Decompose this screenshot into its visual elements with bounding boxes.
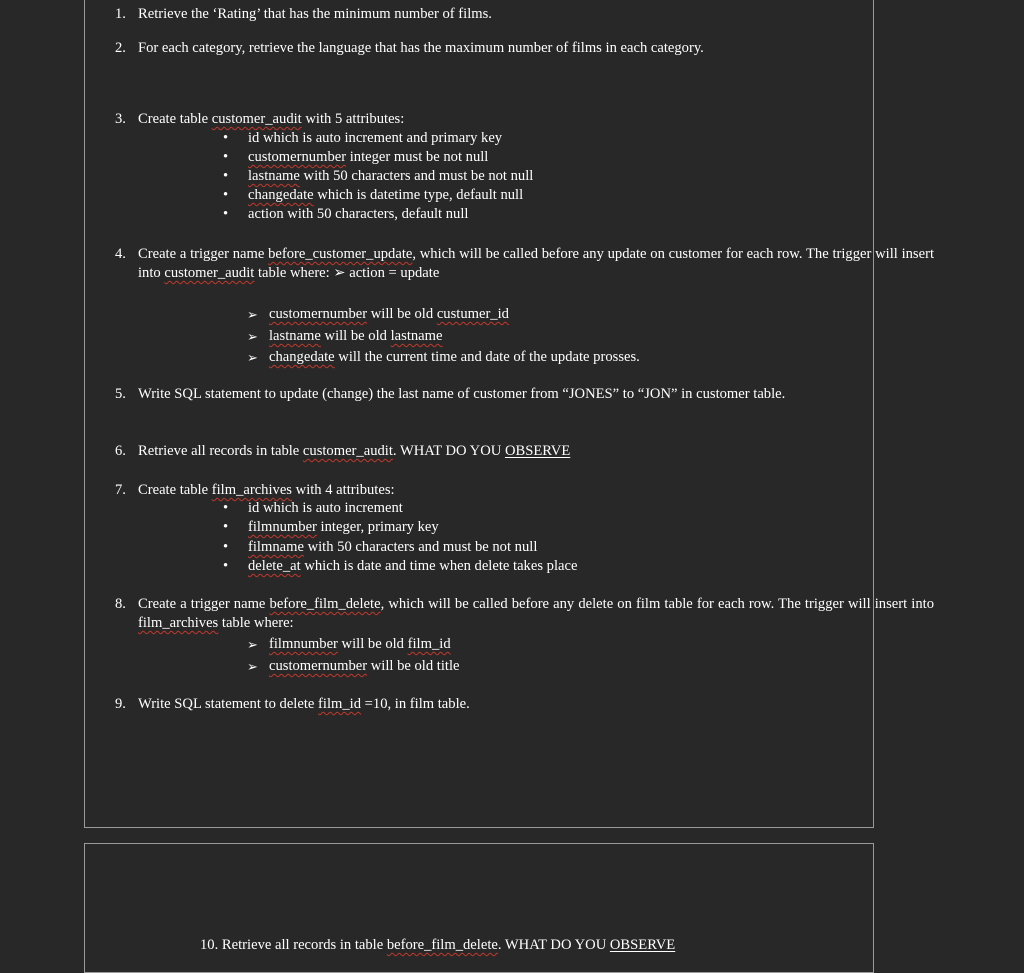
question-number: 7. xyxy=(115,482,126,498)
bullet-icon: • xyxy=(223,130,229,146)
question-text: 10. Retrieve all records in table before_film_delete. WHAT DO YOU OBSERVE xyxy=(200,937,676,953)
question-8 xyxy=(115,595,934,633)
question-text: Create a trigger name before_film_delete, which will be called before any delete on film table for each row. The trigger will insert into film_archives table where: xyxy=(138,596,934,631)
question-number: 9. xyxy=(115,696,126,712)
arrow-bullet-icon: ➢ xyxy=(247,329,258,344)
question-text: Retrieve the ‘Rating’ that has the minimum number of films. xyxy=(138,6,492,22)
question-4 xyxy=(115,245,934,283)
question-number: 4. xyxy=(115,246,126,262)
question-10 xyxy=(200,936,934,955)
arrow-bullet-icon: ➢ xyxy=(247,350,258,365)
question-text: Create a trigger name before_customer_update, which will be called before any update on customer for each row. The trigger will insert into customer_audit table where: ➢ action = update xyxy=(138,246,934,281)
question-number: 5. xyxy=(115,386,126,402)
question-number: 8. xyxy=(115,596,126,612)
question-number: 1. xyxy=(115,6,126,22)
question-3 xyxy=(115,110,934,129)
question-text: For each category, retrieve the language that has the maximum number of films in each category. xyxy=(138,40,704,56)
arrow-bullet-icon: ➢ xyxy=(247,637,258,652)
question-number: 2. xyxy=(115,40,126,56)
bullet-icon: • xyxy=(223,539,229,555)
question-text: Write SQL statement to delete film_id =10, in film table. xyxy=(138,696,470,712)
bullet-icon: • xyxy=(223,500,229,516)
question-text: Write SQL statement to update (change) the last name of customer from “JONES” to “JON” in customer table. xyxy=(138,386,786,402)
question-number: 3. xyxy=(115,111,126,127)
question-5 xyxy=(115,385,934,404)
bullet-icon: • xyxy=(223,149,229,165)
question-number: 6. xyxy=(115,443,126,459)
bullet-icon: • xyxy=(223,519,229,535)
bullet-icon: • xyxy=(223,206,229,222)
question-text: Retrieve all records in table customer_audit. WHAT DO YOU OBSERVE xyxy=(138,443,571,459)
question-text: Create table customer_audit with 5 attributes: xyxy=(138,111,405,127)
arrow-bullet-icon: ➢ xyxy=(247,659,258,674)
arrow-bullet-icon: ➢ xyxy=(247,307,258,322)
bullet-icon: • xyxy=(223,558,229,574)
question-6 xyxy=(115,442,934,461)
question-7 xyxy=(115,481,934,500)
question-9 xyxy=(115,695,934,714)
question-2 xyxy=(115,39,934,66)
bullet-icon: • xyxy=(223,187,229,203)
question-text: Create table film_archives with 4 attributes: xyxy=(138,482,395,498)
bullet-icon: • xyxy=(223,168,229,184)
question-1 xyxy=(115,5,934,24)
